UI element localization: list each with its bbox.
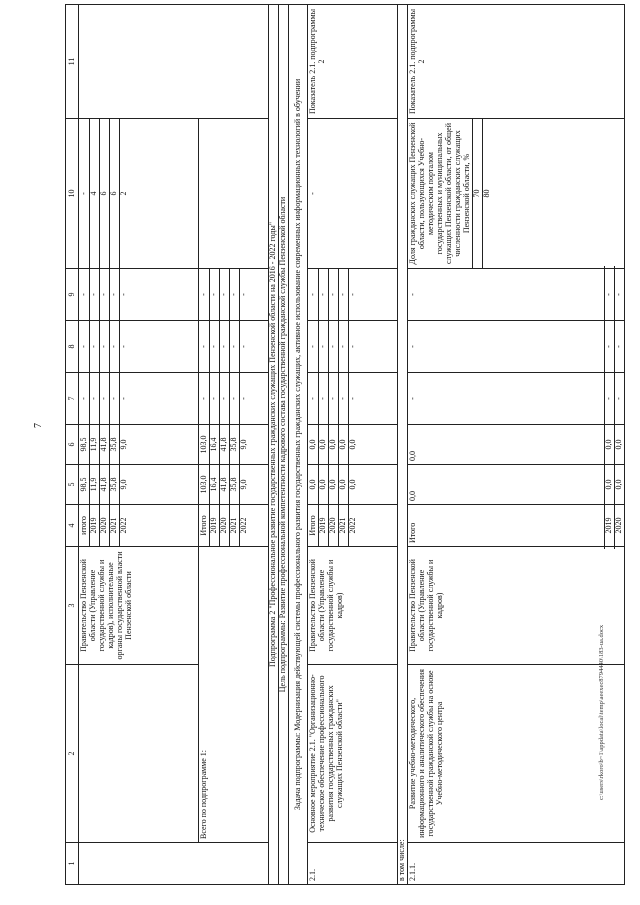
col-header: 9: [66, 269, 79, 321]
page-number: 7: [33, 423, 44, 428]
table-row-total: Всего по подпрограмме 1: Итого 2019 2020 2021 2022 103,0 16,4 41,8 35,8 9,0 103,0 16,4 41,8 35,8 9,0 - - - - - - - - - - - - - - -: [199, 5, 269, 885]
years-cell: итого 2019 2020 2021 2022: [79, 505, 199, 547]
subprogram-task-row: [289, 5, 308, 885]
col-header: 10: [66, 119, 79, 269]
col-header: 2: [66, 665, 79, 843]
executor-cell: Правительство Пензенской области (Управление государственной службы и кадров), исполнительные органы государственной власти Пензенской области: [79, 547, 199, 665]
col-header: 7: [66, 373, 79, 425]
executor-cell: Правительство Пензенской области (Управление государственной службы и кадров): [308, 547, 398, 665]
subprogram-title-row: [269, 5, 279, 885]
col-header: 1: [66, 843, 79, 885]
subprogram-goal: Цель подпрограммы: Развитие профессиональной компетентности кадрового состава государственной гражданской службы Пензенской области: [279, 5, 289, 885]
subprogram-goal-row: [279, 5, 289, 885]
col-header: 8: [66, 321, 79, 373]
col-header: 3: [66, 547, 79, 665]
item-number: 2.1.1.: [408, 843, 625, 885]
in-that-number-row: [398, 5, 408, 885]
indicator-ref: Показатель 2.1. подпрограммы 2: [408, 5, 625, 119]
subprogram-task: Задача подпрограммы: Модернизация действующей системы профессионального развития государственных гражданских служащих, активное использование современных информационных технологий в обучении: [289, 5, 308, 885]
table-row: Правительство Пензенской области (Управление государственной службы и кадров), исполнительные органы государственной власти Пензенской области итого 2019 2020 2021 2022 98,5 11,9 41,8 35,8 9,0 98,5 11,9 41,8 35,8 9,0 - - - - - - - - - - - - - - - - 4 6 6 2: [79, 5, 199, 885]
program-table: [65, 4, 625, 885]
item-name: Основное мероприятие 2.1. "Организационно-техническое обеспечение профессионального развития государственных гражданских служащих Пензенской области": [308, 665, 398, 843]
executor-cell: Правительство Пензенской области (Управление государственной службы и кадров): [408, 547, 625, 665]
col-header: 4: [66, 505, 79, 547]
total-label: Всего по подпрограмме 1:: [199, 547, 269, 843]
col-header: 11: [66, 5, 79, 119]
file-path: c:\users\rkoro\b~1\appdata\local\temp\aeexec8794440\183-ua.docx: [598, 624, 605, 800]
item-number: 2.1.: [308, 843, 398, 885]
table-row: 2.1.1. Развитие учебно-методического, информационного и аналитического обеспечения государственной гражданской службы на основе Учебно-методического центра Правительство Пензенской области (Управление государственной службы и кадров) Итого 2019 2020 0,0 0,0 0,0 0,0 0,0 0,0 - - - - - - - - - Доля гражданских служащих Пензенской области, пользующихся Учебно-методическим порталом государственных и муниципальных служащих Пензенской области, от общей численности гражданских служащих Пензенской области, % 70 80 Показатель 2.1. подпрограммы 2: [408, 5, 625, 885]
subprogram-title: Подпрограмма 2 "Профессиональное развитие государственных гражданских служащих Пензенской области на 2016 - 2022 годы": [269, 5, 279, 885]
indicator-ref: Показатель 2.1. подпрограммы 2: [308, 5, 398, 119]
table-row: 2.1. Основное мероприятие 2.1. "Организационно-техническое обеспечение профессионального развития государственных гражданских служащих Пензенской области" Правительство Пензенской области (Управление государственной службы и кадров) Итого 2019 2020 2021 2022 0,0 0,0 0,0 0,0 0,0 0,0 0,0 0,0 0,0 0,0 - - - - - - - - - - - - - - - - Показатель 2.1. подпрограммы 2: [308, 5, 398, 885]
col-header: 5: [66, 465, 79, 505]
col-header: 6: [66, 425, 79, 465]
in-that-number: в том числе:: [398, 5, 408, 885]
indicator-description: Доля гражданских служащих Пензенской области, пользующихся Учебно-методическим порталом государственных и муниципальных служащих Пензенской области, от общей численности гражданских служащих Пензенской области, %: [408, 122, 471, 265]
item-name: Развитие учебно-методического, информационного и аналитического обеспечения государственной гражданской службы на основе Учебно-методического центра: [408, 665, 625, 843]
column-numbers-row: [66, 5, 79, 885]
program-table-sheet: [65, 5, 625, 885]
